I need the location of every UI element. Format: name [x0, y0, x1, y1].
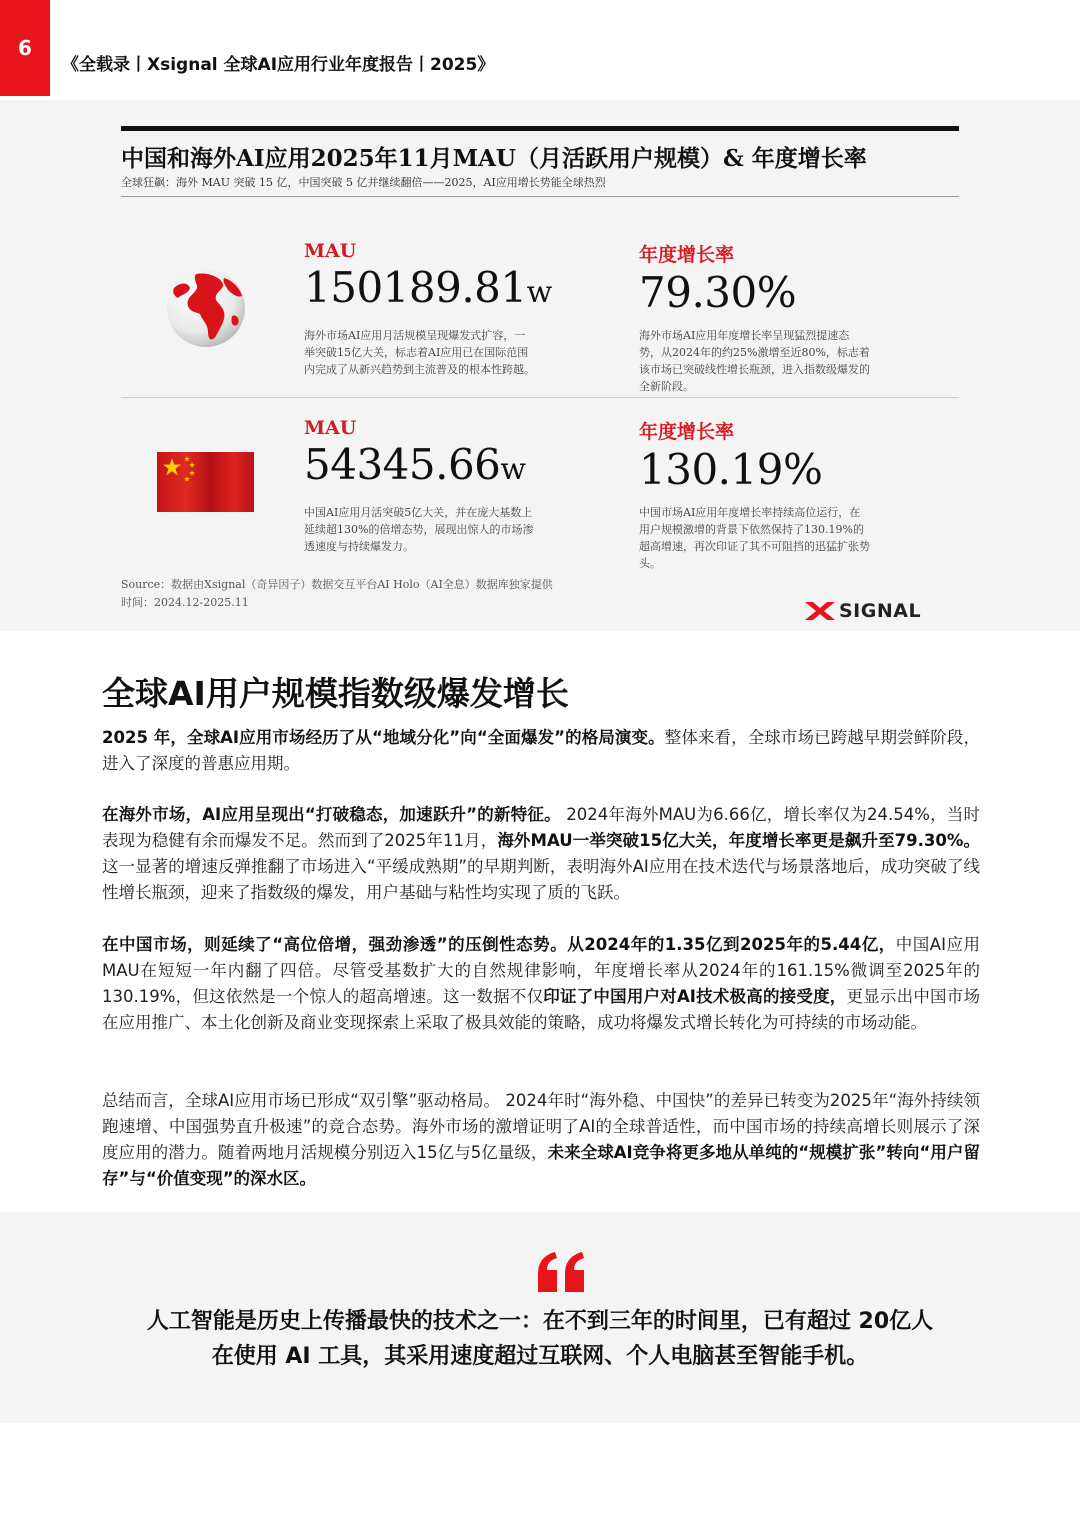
paragraph-3-text-1: 中国AI应用MAU在短短一年内翻了四倍。尽管受基数扩大的自然规律影响，年度增长率从2024年的161.15%微调至2025年的130.19%，但这依然是一个惊人的超高增速。这一数据不仅 — [102, 935, 980, 1006]
paragraph-2-text-1: 2024年海外MAU为6.66亿，增长率仅为24.54%，当时表现为稳健有余而爆发不足。然而到了2025年11月， — [102, 805, 980, 850]
overseas-mau-value — [304, 264, 552, 317]
china-mau-stat — [304, 417, 536, 555]
quote-line-1: 人工智能是历史上传播最快的技术之一：在不到三年的时间里，已有超过 20亿人 — [146, 1309, 934, 1334]
paragraph-1-lead: 2025 年，全球AI应用市场经历了从“地域分化”向“全面爆发”的格局演变。 — [102, 728, 665, 747]
xsignal-logo-icon — [805, 602, 835, 620]
china-growth-value: 130.19% — [639, 445, 823, 494]
panel-mid-divider — [121, 397, 959, 398]
time-line: 时间：2024.12-2025.11 — [121, 596, 249, 609]
source-line: Source：数据由Xsignal（奇异因子）数据交互平台AI Holo（AI全息）数据库独家提供 — [121, 578, 553, 591]
paragraph-4 — [102, 1088, 980, 1192]
article-title: 全球AI用户规模指数级爆发增长 — [102, 674, 569, 713]
infographic-subtitle: 全球狂飙：海外 MAU 突破 15 亿，中国突破 5 亿并继续翻倍——2025，AI应用增长势能全球热烈 — [121, 176, 606, 189]
china-mau-unit: w — [500, 452, 526, 487]
overseas-growth-value: 79.30% — [639, 268, 797, 317]
paragraph-4-text: 总结而言，全球AI应用市场已形成“双引擎”驱动格局。 2024年时“海外稳、中国快”的差异已转变为2025年“海外持续领跑速增、中国强势直升极速”的竞合态势。海外市场的激增证明了AI的全球普适性，而中国市场的持续高增长则展示了深度应用的潜力。随着两地月活规模分别迈入15亿与5亿量级， — [102, 1091, 980, 1162]
china-growth-label: 年度增长率 — [639, 421, 735, 443]
paragraph-1-text: 整体来看，全球市场已跨越早期尝鲜阶段，进入了深度的普惠应用期。 — [102, 728, 981, 773]
report-header-title: 《全载录丨Xsignal 全球AI应用行业年度报告丨2025》 — [62, 55, 495, 75]
quote-mark-icon — [538, 1252, 586, 1292]
infographic-title: 中国和海外AI应用2025年11月MAU（月活跃用户规模）& 年度增长率 — [121, 145, 867, 172]
china-mau-description: 中国AI应用月活突破5亿大关，并在庞大基数上延续超130%的倍增态势，展现出惊人的市场渗透速度与持续爆发力。 — [304, 506, 534, 553]
paragraph-2 — [102, 802, 980, 906]
china-growth-description: 中国市场AI应用年度增长率持续高位运行，在用户规模激增的背景下依然保持了130.19%的超高增速，再次印证了其不可阻挡的迅猛扩张势头。 — [639, 506, 870, 570]
china-mau-value — [304, 441, 536, 494]
china-growth-stat — [639, 417, 871, 572]
overseas-mau-label: MAU — [304, 240, 357, 262]
china-mau-label: MAU — [304, 417, 357, 439]
source-note — [121, 576, 553, 612]
paragraph-3-highlight-1: 从2024年的1.35亿到2025年的5.44亿， — [567, 935, 896, 954]
xsignal-logo — [805, 600, 921, 622]
xsignal-logo-text: SIGNAL — [839, 600, 922, 622]
overseas-mau-description: 海外市场AI应用月活规模呈现爆发式扩容，一举突破15亿大关，标志着AI应用已在国际范围内完成了从新兴趋势到主流普及的根本性跨越。 — [304, 329, 535, 376]
page-number: 6 — [0, 0, 50, 96]
quote-panel — [0, 1212, 1080, 1423]
overseas-mau-stat — [304, 240, 552, 378]
paragraph-4-highlight: 未来全球AI竞争将更多地从单纯的“规模扩张”转向“用户留存”与“价值变现”的深水区。 — [102, 1143, 980, 1188]
overseas-mau-number: 150189.81 — [304, 263, 527, 312]
paragraph-1 — [102, 725, 980, 777]
paragraph-3-lead: 在中国市场，则延续了“高位倍增，强劲渗透”的压倒性态势。 — [102, 935, 568, 954]
paragraph-3 — [102, 932, 980, 1036]
overseas-growth-stat — [639, 240, 871, 395]
overseas-growth-label: 年度增长率 — [639, 244, 735, 266]
globe-icon — [166, 268, 246, 348]
china-mau-number: 54345.66 — [304, 440, 501, 489]
quote-text — [90, 1304, 990, 1374]
overseas-mau-unit: w — [526, 275, 552, 310]
infographic-panel — [0, 100, 1080, 631]
paragraph-3-text-2: 更显示出中国市场在应用推广、本土化创新及商业变现探索上采取了极具效能的策略，成功将爆发式增长转化为可持续的市场动能。 — [102, 987, 980, 1032]
paragraph-2-lead: 在海外市场，AI应用呈现出“打破稳态，加速跃升”的新特征。 — [102, 805, 561, 824]
panel-divider — [121, 196, 959, 197]
panel-top-rule — [121, 126, 959, 131]
quote-line-2: 在使用 AI 工具，其采用速度超过互联网、个人电脑甚至智能手机。 — [211, 1344, 869, 1369]
paragraph-2-text-2: 这一显著的增速反弹推翻了市场进入“平缓成熟期”的早期判断，表明海外AI应用在技术迭代与场景落地后，成功突破了线性增长瓶颈，迎来了指数级的爆发，用户基础与粘性均实现了质的飞跃。 — [102, 857, 980, 902]
paragraph-3-highlight-2: 印证了中国用户对AI技术极高的接受度， — [543, 987, 847, 1006]
overseas-growth-description: 海外市场AI应用年度增长率呈现猛烈提速态势，从2024年的约25%激增至近80%，标志着该市场已突破线性增长瓶颈，进入指数级爆发的全新阶段。 — [639, 329, 870, 393]
paragraph-2-highlight: 海外MAU一举突破15亿大关，年度增长率更是飙升至79.30%。 — [497, 831, 980, 850]
china-flag-icon — [157, 452, 254, 512]
